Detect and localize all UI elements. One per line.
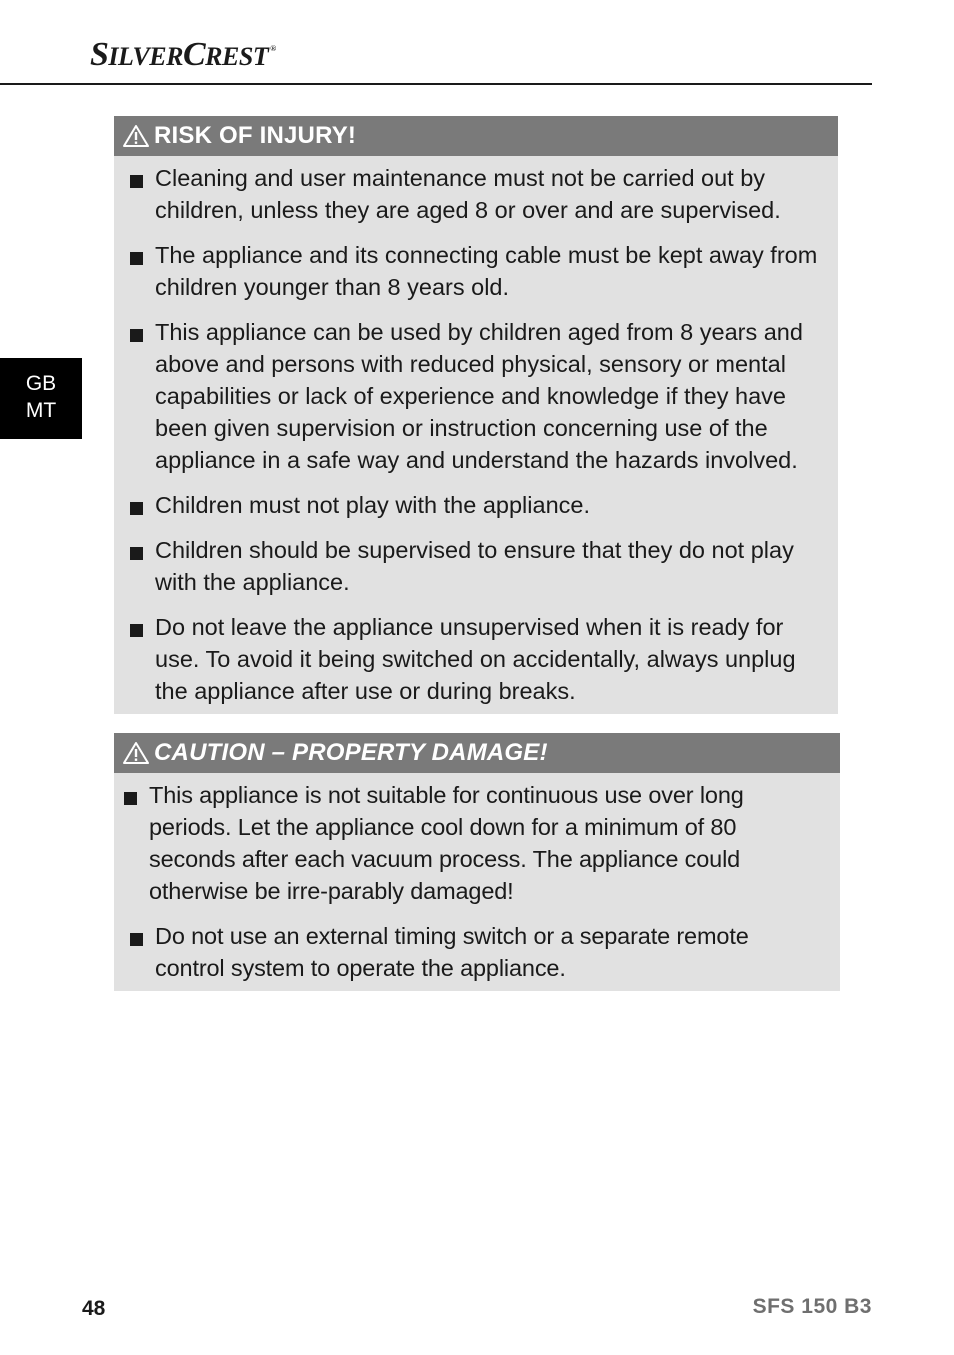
risk-of-injury-title: RISK OF INJURY!	[154, 122, 357, 149]
list-item: This appliance can be used by children aged from 8 years and above and persons with reduced physical, sensory or mental capabilities or lack of experience and knowledge if they have been given supervision or instruction concerning use of the appliance in a safe way and understand the hazards involved.	[114, 316, 838, 476]
language-tab-line1: GB	[25, 372, 57, 395]
bullet-square-icon	[130, 252, 143, 265]
bullet-square-icon	[130, 624, 143, 637]
list-item: The appliance and its connecting cable must be kept away from children younger than 8 years old.	[114, 239, 838, 303]
caution-title: CAUTION – PROPERTY DAMAGE!	[154, 739, 548, 766]
list-item: This appliance is not suitable for continuous use over long periods. Let the appliance cool down for a minimum of 80 seconds after each vacuum process. The appliance could otherwise be irre-parably damaged!	[114, 779, 840, 907]
list-item: Children should be supervised to ensure that they do not play with the appliance.	[114, 534, 838, 598]
list-item: Children must not play with the appliance.	[114, 489, 838, 521]
list-item: Do not use an external timing switch or a separate remote control system to operate the appliance.	[114, 920, 840, 984]
bullet-square-icon	[130, 933, 143, 946]
bullet-square-icon	[130, 502, 143, 515]
list-item: Do not leave the appliance unsupervised when it is ready for use. To avoid it being switched on accidentally, always unplug the appliance after use or during breaks.	[114, 611, 838, 707]
bullet-square-icon	[130, 175, 143, 188]
caution-header	[114, 733, 840, 773]
warning-triangle-icon	[122, 741, 150, 765]
bullet-square-icon	[130, 329, 143, 342]
warning-triangle-icon	[122, 124, 150, 148]
bullet-square-icon	[130, 547, 143, 560]
caution-property-damage-box	[114, 733, 840, 991]
risk-list	[114, 156, 838, 707]
language-tab	[0, 358, 82, 439]
caution-list	[114, 773, 840, 984]
risk-of-injury-header	[114, 116, 838, 156]
language-tab-line2: MT	[25, 399, 57, 422]
brand-logo: SILVERCREST ®	[90, 36, 276, 73]
page-number: 48	[82, 1297, 106, 1320]
list-item: Cleaning and user maintenance must not be carried out by children, unless they are aged 8 or over and are supervised.	[114, 162, 838, 226]
model-number: SFS 150 B3	[752, 1295, 872, 1318]
risk-of-injury-box	[114, 116, 838, 714]
header-rule	[0, 83, 872, 85]
bullet-square-icon	[124, 792, 137, 805]
